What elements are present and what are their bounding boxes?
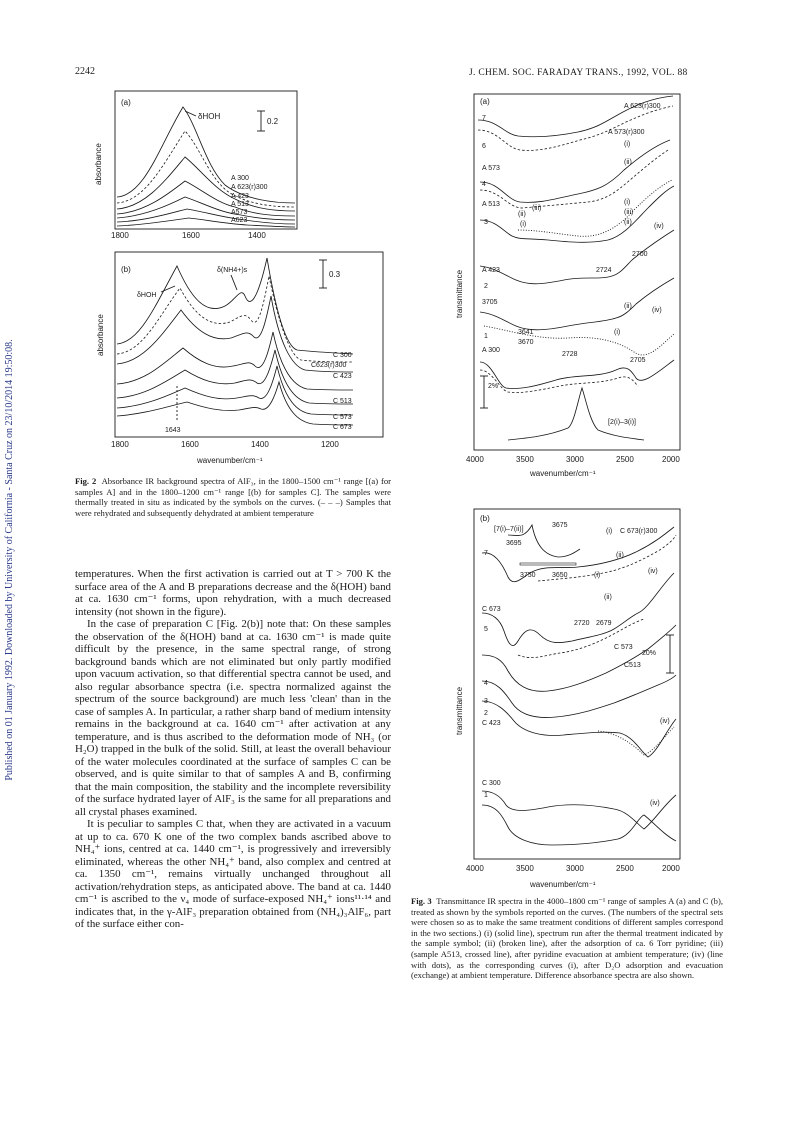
fig3b-tick-2500: 2500: [616, 864, 634, 873]
fig3b-label-13: 2720: [574, 620, 590, 627]
fig3a-tick-3000: 3000: [566, 455, 584, 464]
fig3a-xlabel: wavenumber/cm⁻¹: [530, 469, 596, 478]
fig3b-label-18: 4: [484, 680, 488, 687]
fig3-caption-label: Fig. 3: [411, 896, 432, 906]
fig3a-label-7: 4: [482, 181, 486, 188]
fig3b-label-21: (iv): [660, 718, 670, 725]
fig2a-tick-1400: 1400: [248, 231, 266, 240]
fig2a-curve-label-1: A 300: [231, 175, 249, 182]
fig3a-label-30: 2705: [630, 357, 646, 364]
fig3a-label-2: (i): [624, 141, 631, 148]
fig3b-label-15: 5: [484, 626, 488, 633]
fig3b-label-16: C 573: [614, 644, 633, 651]
fig3b-label-2: 3695: [506, 540, 522, 547]
fig3a-ylabel: transmittance: [455, 269, 464, 318]
fig3a-label-10: (i): [624, 199, 631, 206]
fig3a-label-14: 3: [484, 219, 488, 226]
fig3-panel-a: [448, 90, 688, 480]
fig3a-tick-4000: 4000: [466, 455, 484, 464]
fig3-caption-text: Transmittance IR spectra in the 4000–1800 cm⁻¹ range of samples A (a) and C (b), treated as shown by the symbols reported on the curves. (The numbers of the spectral sets were chosen so as to make the same treatment conditions of different samples correspond in the two sections.) (i) (solid line), spectrum run after the thermal treatment indicated by the sample symbol; (ii) (broken line), after the adsorption of ca. 6 Torr pyridine; (iii) (sample A513, crossed line), after pyridine evacuation at ambient temperature; (iv) (line with dots), as the corresponding curves (i), after D₂O adsorption and evacuation (exchange) at ambient temperature. Difference absorbance spectra are also shown.: [411, 896, 723, 981]
fig3a-label-23: (iv): [652, 307, 662, 314]
fig3b-xlabel: wavenumber/cm⁻¹: [530, 880, 596, 889]
fig2a-tick-1800: 1800: [111, 231, 129, 240]
body-paragraph-1: temperatures. When the first activation is carried out at T > 700 K the surface area of the A and B preparations decrease and the δ(HOH) band at ca. 1630 cm⁻¹ forms, upon rehydration, with a much decreased intensity (not shown in the figure).: [75, 568, 391, 618]
fig3a-label-24: 1: [484, 333, 488, 340]
fig2b-curve-label-2: C623(r)300: [311, 362, 347, 369]
fig2b-curve-label-1: C 300: [333, 352, 352, 359]
fig3a-label-19: 2724: [596, 267, 612, 274]
fig3b-label-19: 3: [484, 698, 488, 705]
fig3a-label-6: A 573: [482, 165, 500, 172]
fig2a-tick-1600: 1600: [182, 231, 200, 240]
fig2b-scale: 0.3: [329, 270, 341, 279]
fig2b-peak-nh4: δ(NH4+)s: [217, 267, 248, 274]
fig2a-peak-label: δHOH: [198, 112, 221, 121]
fig3a-label-18: A 423: [482, 267, 500, 274]
fig2b-tick-1800: 1800: [111, 440, 129, 449]
fig3b-label-17: C513: [624, 662, 641, 669]
fig3b-panel-label: (b): [480, 514, 490, 523]
fig3a-label-28: A 300: [482, 347, 500, 354]
fig3b-tick-3500: 3500: [516, 864, 534, 873]
fig2b-curve-label-4: C 513: [333, 398, 352, 405]
fig3a-tick-3500: 3500: [516, 455, 534, 464]
fig3a-label-25: 3641: [518, 329, 534, 336]
fig3b-label-20: 2: [484, 710, 488, 717]
fig3a-tick-2000: 2000: [662, 455, 680, 464]
fig2a-ylabel: absorbance: [94, 143, 103, 185]
fig3b-label-1: 3675: [552, 522, 568, 529]
fig3a-scale: 2%: [488, 383, 499, 390]
journal-header: J. CHEM. SOC. FARADAY TRANS., 1992, VOL. 88: [469, 68, 688, 78]
fig3b-label-5: 7: [484, 550, 488, 557]
fig2a-scale: 0.2: [267, 117, 279, 126]
body-paragraph-2: In the case of preparation C [Fig. 2(b)] note that: On these samples the observation of the δ(HOH) band at ca. 1630 cm⁻¹ is made quite difficult by the presence, in the same spectral range, of strong background bands which are not eliminated but only partly modified upon vacuum activation, so that differential spectra cannot be used, and also regular absorbance spectra (i.e. spectra normalized against the spectrum of the source background) are much less 'clean' than in the case of samples A. In particular, a rather sharp band of medium intensity remains in the background at ca. 1640 cm⁻¹ after activation at any temperature, and is thus ascribed to the deformation mode of NH₃ (or H₂O) trapped in the bulk of the solid. Still, at least the overall behaviour of the water molecules coordinated at the surface of samples C can be observed, and is quite similar to that of samples A and B, confirming that the main composition, the stability and the incomplete reversibility of the surface hydrated layer of AlF₃ is the same for all preparations and all crystal phases examined.: [75, 618, 391, 818]
fig3b-label-6: (ii): [616, 552, 624, 559]
fig3b-label-23: C 300: [482, 780, 501, 787]
fig2a-curve-label-2: A 623(r)300: [231, 184, 268, 191]
fig2a-curve-label-6: A623: [231, 217, 248, 224]
fig2b-ylabel: absorbance: [96, 314, 105, 356]
fig3a-panel-label: (a): [480, 97, 490, 106]
fig2b-panel-label: (b): [121, 265, 131, 274]
fig3a-tick-2500: 2500: [616, 455, 634, 464]
fig3a-label-5: 6: [482, 143, 486, 150]
fig3b-label-22: C 423: [482, 720, 501, 727]
fig3a-label-31: [2(i)–3(i)]: [608, 419, 637, 426]
fig3b-tick-2000: 2000: [662, 864, 680, 873]
fig3a-label-9: (iii): [532, 205, 542, 212]
fig2a-curve-label-3: A 423: [231, 193, 249, 200]
fig3b-label-11: C 673: [482, 606, 501, 613]
fig3a-label-12: (ii): [624, 219, 632, 226]
fig2b-tick-1400: 1400: [251, 440, 269, 449]
fig3a-label-8: A 513: [482, 201, 500, 208]
fig2a-curve-label-4: A 513: [231, 201, 249, 208]
fig3a-label-15: (ii): [518, 211, 526, 218]
fig2-caption-label: Fig. 2: [75, 476, 97, 486]
body-paragraph-3: It is peculiar to samples C that, when they are activated in a vacuum at up to ca. 670 K one of the two complex bands ascribed above to NH₄⁺ ions, centred at ca. 1440 cm⁻¹, is progressively and irreversibly eliminated, whereas the other NH₄⁺ band, also complex and centred at ca. 1350 cm⁻¹, remains virtually unchanged throughout all activation/rehydration steps, as anticipated above. The band at ca. 1440 cm⁻¹ is ascribed to the ν₄ mode of surface-exposed NH₄⁺ ions¹¹·¹⁴ and indicates that, in the γ-AlF₃ preparation obtained from (NH₄)₃AlF₆, part of the surface either con-: [75, 818, 391, 930]
fig2b-curve-label-6: C 673: [333, 424, 352, 431]
fig2b-curve-label-5: C 573: [333, 414, 352, 421]
fig3b-label-4: C 673(r)300: [620, 528, 658, 535]
fig3b-label-0: [7(i)–7(ii)]: [494, 526, 524, 533]
fig3a-label-27: (i): [614, 329, 621, 336]
fig3b-label-14: 2679: [596, 620, 612, 627]
fig2b-xlabel: wavenumber/cm⁻¹: [197, 456, 263, 465]
page-number: 2242: [75, 66, 95, 77]
fig2a-panel-label: (a): [121, 98, 131, 107]
fig3a-label-26: 3670: [518, 339, 534, 346]
fig3b-label-24: 1: [484, 792, 488, 799]
fig3b-tick-4000: 4000: [466, 864, 484, 873]
fig3a-label-20: 2: [484, 283, 488, 290]
fig3a-label-29: 2728: [562, 351, 578, 358]
fig3a-label-11: (iii): [624, 209, 634, 216]
fig3b-tick-3000: 3000: [566, 864, 584, 873]
fig2-caption: [75, 476, 391, 518]
fig2b-peak-hoh: δHOH: [137, 292, 157, 299]
fig3b-scale: 20%: [642, 650, 657, 657]
fig3a-label-1: A 573(r)300: [608, 129, 645, 136]
fig2b-tick-1600: 1600: [181, 440, 199, 449]
fig3a-label-13: (iv): [654, 223, 664, 230]
fig3b-label-25: (iv): [650, 800, 660, 807]
fig2b-curve-label-3: C 423: [333, 373, 352, 380]
fig3b-label-12: (ii): [604, 594, 612, 601]
fig2b-band-1643: 1643: [165, 427, 181, 434]
download-stamp-text: Published on 01 January 1992. Downloaded by University of California - Santa Cruz on 23/10/2014 19:50:08.: [4, 339, 15, 781]
fig3a-label-22: (ii): [624, 303, 632, 310]
fig2-caption-text: Absorbance IR background spectra of AlF₃, in the 1800–1500 cm⁻¹ range [(a) for samples A] and in the 1800–1200 cm⁻¹ range [(b) for samples C]. The samples were thermally treated in situ as indicated by the symbols on the curves. (– – –) Samples that were rehydrated and subsequently dehydrated at ambient temperature: [75, 476, 391, 518]
fig3a-label-4: 7: [482, 115, 486, 122]
fig3a-label-16: (i): [520, 221, 527, 228]
fig3b-label-10: (iv): [648, 568, 658, 575]
fig3b-ylabel: transmittance: [455, 686, 464, 735]
fig3b-label-7: 3750: [520, 572, 536, 579]
fig3-caption: [411, 896, 723, 981]
fig3a-label-17: 2700: [632, 251, 648, 258]
fig3a-label-0: A 623(r)300: [624, 103, 661, 110]
fig2-panel-b: [85, 246, 395, 471]
fig3a-label-3: (ii): [624, 159, 632, 166]
fig3b-label-3: (i): [606, 528, 613, 535]
fig3b-label-9: (i): [594, 572, 601, 579]
download-stamp: [1, 150, 17, 970]
fig3-panel-b: [448, 505, 688, 895]
fig3a-label-21: 3705: [482, 299, 498, 306]
body-text-left-column: [75, 568, 391, 931]
fig2a-curve-label-5: A573: [231, 209, 248, 216]
fig2b-tick-1200: 1200: [321, 440, 339, 449]
fig3b-label-8: 3650: [552, 572, 568, 579]
fig2-panel-a: [85, 85, 310, 245]
